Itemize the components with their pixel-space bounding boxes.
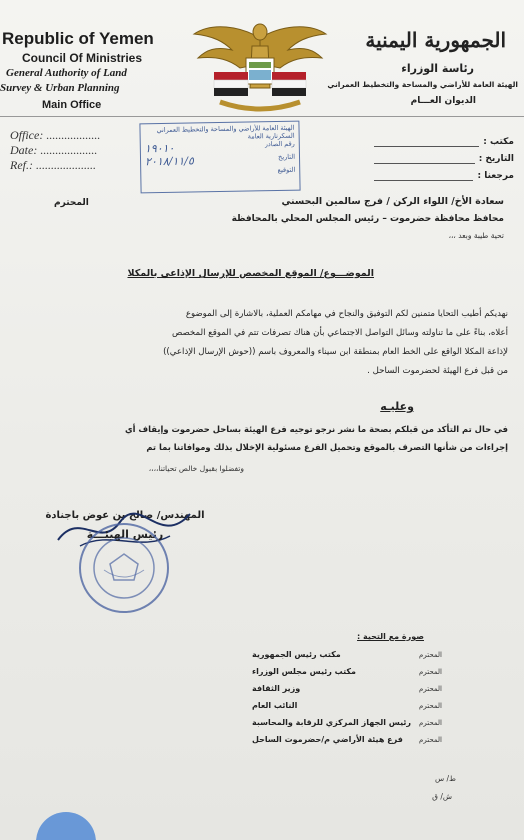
footer-initials-1: ط/ س (434, 774, 456, 783)
letterhead-en-authority: General Authority of Land (6, 67, 127, 79)
date-line (374, 163, 475, 164)
cc-recipient: وزير الثقافة (252, 684, 301, 693)
letterhead-ar-office: الديوان العـــام (410, 96, 476, 106)
cc-recipient: النائب العام (252, 701, 298, 710)
cc-heading: صورة مع التحية : (357, 632, 424, 641)
reference-fields-en (10, 128, 100, 173)
cc-honorific: المحترم (419, 684, 442, 693)
registry-stamp-authority: الهيئة العامة للأراضي والمساحة والتخطيط العمراني (156, 123, 295, 135)
header-divider (0, 116, 524, 117)
office-label-ar: مكتب : (483, 137, 514, 147)
registry-stamp-secretariat: السكرتارية العامة (247, 131, 295, 141)
letterhead-ar-authority: الهيئة العامة للأراضي والمساحة والتخطيط العمراني (327, 80, 518, 89)
subject-line: الموضـــوع/ الموقع المخصص للإرسال الإذاعي بالمكلا (127, 268, 374, 279)
cc-recipient: مكتب رئيس مجلس الوزراء (252, 667, 356, 676)
official-round-stamp-icon (76, 520, 172, 616)
office-line (374, 146, 479, 147)
greeting: تحية طيبة وبعد ،،، (448, 231, 504, 240)
cc-honorific: المحترم (419, 718, 442, 727)
signatory-title: رئيس الهيئـــة (86, 528, 164, 541)
cc-recipient: رئيس الجهاز المركزي للرقابة والمحاسبة (252, 718, 411, 727)
registry-stamp-number: ١٩٠١٠ (144, 141, 175, 156)
cc-list (252, 646, 442, 748)
letterhead-ar-country: الجمهورية اليمنية (365, 28, 506, 52)
body-line: لإذاعة المكلا الواقع على الخط العام بمنطقة ابن سيناء والمعروف باسم ((حوش الإرسال الإذاعي)) (163, 347, 508, 357)
footer-initials-2: ش/ ق (432, 792, 452, 801)
letterhead-en-survey: Survey & Urban Planning (0, 82, 120, 94)
body-line: نهديكم أطيب التحايا متمنين لكم التوفيق والنجاح في مهامكم العملية، بالاشارة إلى الموضوع (185, 309, 508, 319)
ref-field: Ref.: .................... (10, 158, 96, 172)
office-field: Office: .................. (10, 128, 101, 142)
body-line: أعلاه، بناءً على ما تناولته وسائل التواصل الاجتماعي بأن هناك تصرفات تتم في الموقع المخصص (171, 328, 508, 338)
letterhead-en-council: Council Of Ministries (22, 51, 143, 65)
date-label-ar: التاريخ : (478, 154, 514, 164)
letterhead-en-office: Main Office (42, 99, 102, 111)
registry-stamp-signature-label: التوقيع (277, 165, 296, 174)
letter-body (14, 306, 508, 382)
cc-honorific: المحترم (419, 650, 442, 659)
yemen-emblem-icon (190, 18, 330, 116)
body-request (14, 420, 508, 456)
cc-row (252, 731, 442, 748)
addressee-honorific: المحترم (54, 198, 89, 208)
registry-stamp-date-label: التاريخ (278, 152, 296, 161)
cc-honorific: المحترم (419, 701, 442, 710)
cc-row (252, 714, 442, 731)
addressee-name: سعادة الأخ/ اللواء الركن / فرج سالمين البحسني (281, 196, 504, 207)
cc-recipient: فرع هيئة الأراضي م/حضرموت الساحل (252, 735, 403, 744)
registry-stamp (139, 121, 300, 194)
cc-honorific: المحترم (419, 667, 442, 676)
cc-row (252, 680, 442, 697)
registry-stamp-date: ٢٠١٨/١١/٥ (144, 154, 194, 169)
body-line: إجراءات من شأنها التصرف بالموقع وتحميل الفرع مسئولية الإخلال بذلك وموافاتنا بما تم (146, 442, 508, 452)
overlay-bubble (36, 812, 96, 840)
ref-line (374, 180, 473, 181)
date-field: Date: ................... (10, 143, 98, 157)
addressee-title: محافظ محافظة حضرموت – رئيس المجلس المحلي بالمحافظة (231, 214, 504, 224)
reference-fields-ar (374, 130, 514, 181)
cc-recipient: مكتب رئيس الجمهورية (252, 650, 341, 659)
ref-label-ar: مرجعنا : (477, 171, 514, 181)
closing-line: وتفضلوا بقبول خالص تحياتنا،،،، (148, 464, 244, 473)
registry-stamp-number-label: رقم الصادر (264, 139, 295, 149)
body-line: من قبل فرع الهيئة لحضرموت الساحل . (367, 366, 508, 376)
cc-row (252, 663, 442, 680)
body-therefore-heading: وعليـه (380, 400, 414, 413)
cc-row (252, 697, 442, 714)
letterhead-ar-ministries: رئاسة الوزراء (401, 62, 474, 75)
signatory-name: المهندس/ صالح بن عوض باجنادة (45, 510, 205, 521)
letterhead-en-country: Republic of Yemen (2, 29, 154, 48)
cc-honorific: المحترم (419, 735, 442, 744)
cc-row (252, 646, 442, 663)
body-line: في حال تم التأكد من قبلكم بصحة ما نشر نرجو توجيه فرع الهيئة بساحل حضرموت وإيقاف أي (124, 424, 508, 434)
